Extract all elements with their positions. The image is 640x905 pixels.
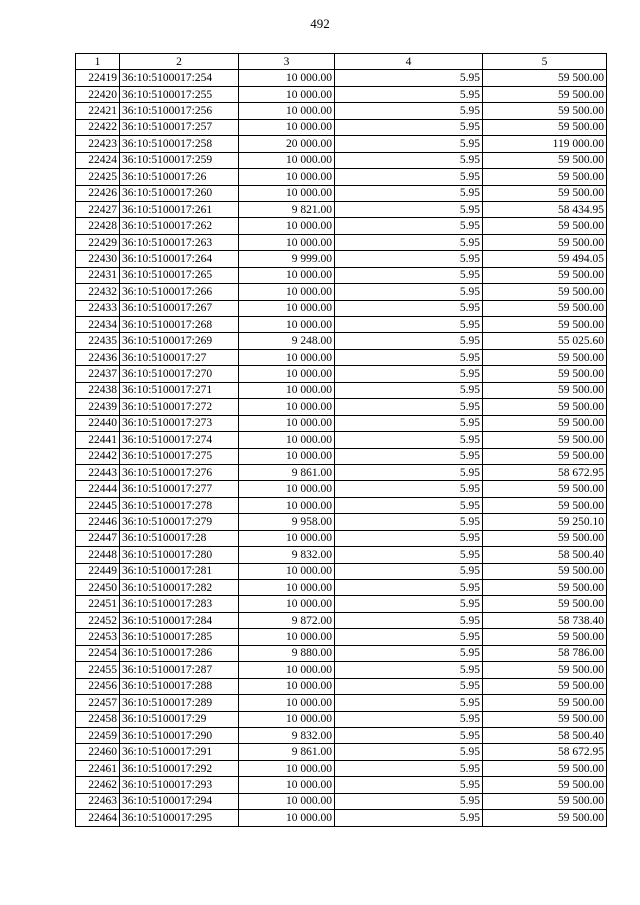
- amount-cell: 59 500.00: [483, 300, 607, 316]
- area-cell: 10 000.00: [239, 70, 335, 86]
- table-row: [76, 119, 607, 135]
- table-row: [76, 514, 607, 530]
- cadastral-number-cell: 36:10:5100017:260: [120, 185, 239, 201]
- row-number-cell: 22464: [76, 810, 120, 826]
- rate-cell: 5.95: [335, 251, 483, 267]
- table-row: [76, 777, 607, 793]
- row-number-cell: 22429: [76, 234, 120, 250]
- cadastral-number-cell: 36:10:5100017:293: [120, 777, 239, 793]
- cadastral-number-cell: 36:10:5100017:264: [120, 251, 239, 267]
- area-cell: 10 000.00: [239, 349, 335, 365]
- land-plots-table: [75, 53, 607, 827]
- cadastral-number-cell: 36:10:5100017:29: [120, 711, 239, 727]
- table-row: [76, 645, 607, 661]
- area-cell: 10 000.00: [239, 695, 335, 711]
- table-row: [76, 497, 607, 513]
- table-row: [76, 349, 607, 365]
- row-number-cell: 22452: [76, 612, 120, 628]
- amount-cell: 59 500.00: [483, 86, 607, 102]
- header-row: [76, 54, 607, 70]
- table-row: [76, 727, 607, 743]
- cadastral-number-cell: 36:10:5100017:258: [120, 136, 239, 152]
- table-row: [76, 744, 607, 760]
- amount-cell: 59 500.00: [483, 152, 607, 168]
- row-number-cell: 22433: [76, 300, 120, 316]
- area-cell: 10 000.00: [239, 86, 335, 102]
- table-row: [76, 580, 607, 596]
- row-number-cell: 22448: [76, 547, 120, 563]
- table-row: [76, 86, 607, 102]
- area-cell: 10 000.00: [239, 580, 335, 596]
- amount-cell: 59 500.00: [483, 399, 607, 415]
- amount-cell: 59 500.00: [483, 580, 607, 596]
- table-row: [76, 366, 607, 382]
- amount-cell: 59 500.00: [483, 530, 607, 546]
- table-row: [76, 201, 607, 217]
- rate-cell: 5.95: [335, 711, 483, 727]
- area-cell: 9 958.00: [239, 514, 335, 530]
- area-cell: 9 999.00: [239, 251, 335, 267]
- amount-cell: 58 786.00: [483, 645, 607, 661]
- area-cell: 10 000.00: [239, 317, 335, 333]
- cadastral-number-cell: 36:10:5100017:286: [120, 645, 239, 661]
- amount-cell: 58 738.40: [483, 612, 607, 628]
- table-row: [76, 103, 607, 119]
- rate-cell: 5.95: [335, 678, 483, 694]
- area-cell: 9 880.00: [239, 645, 335, 661]
- rate-cell: 5.95: [335, 366, 483, 382]
- cadastral-number-cell: 36:10:5100017:256: [120, 103, 239, 119]
- table-row: [76, 695, 607, 711]
- cadastral-number-cell: 36:10:5100017:280: [120, 547, 239, 563]
- amount-cell: 59 500.00: [483, 317, 607, 333]
- table-row: [76, 152, 607, 168]
- cadastral-number-cell: 36:10:5100017:257: [120, 119, 239, 135]
- rate-cell: 5.95: [335, 86, 483, 102]
- row-number-cell: 22459: [76, 727, 120, 743]
- area-cell: 9 872.00: [239, 612, 335, 628]
- area-cell: 9 832.00: [239, 547, 335, 563]
- column-header-4: 4: [335, 54, 483, 70]
- rate-cell: 5.95: [335, 201, 483, 217]
- table-row: [76, 760, 607, 776]
- cadastral-number-cell: 36:10:5100017:270: [120, 366, 239, 382]
- cadastral-number-cell: 36:10:5100017:292: [120, 760, 239, 776]
- cadastral-number-cell: 36:10:5100017:281: [120, 563, 239, 579]
- row-number-cell: 22431: [76, 267, 120, 283]
- table-row: [76, 810, 607, 826]
- row-number-cell: 22436: [76, 349, 120, 365]
- amount-cell: 59 500.00: [483, 662, 607, 678]
- cadastral-number-cell: 36:10:5100017:265: [120, 267, 239, 283]
- amount-cell: 55 025.60: [483, 333, 607, 349]
- row-number-cell: 22458: [76, 711, 120, 727]
- table-header: [76, 54, 607, 70]
- table-row: [76, 711, 607, 727]
- rate-cell: 5.95: [335, 777, 483, 793]
- rate-cell: 5.95: [335, 547, 483, 563]
- area-cell: 10 000.00: [239, 185, 335, 201]
- table-body: [76, 70, 607, 826]
- cadastral-number-cell: 36:10:5100017:289: [120, 695, 239, 711]
- amount-cell: 59 500.00: [483, 481, 607, 497]
- area-cell: 10 000.00: [239, 366, 335, 382]
- row-number-cell: 22440: [76, 415, 120, 431]
- rate-cell: 5.95: [335, 810, 483, 826]
- row-number-cell: 22428: [76, 218, 120, 234]
- table-row: [76, 432, 607, 448]
- amount-cell: 59 500.00: [483, 185, 607, 201]
- amount-cell: 59 250.10: [483, 514, 607, 530]
- row-number-cell: 22424: [76, 152, 120, 168]
- rate-cell: 5.95: [335, 218, 483, 234]
- row-number-cell: 22444: [76, 481, 120, 497]
- table-row: [76, 563, 607, 579]
- area-cell: 10 000.00: [239, 596, 335, 612]
- amount-cell: 59 500.00: [483, 793, 607, 809]
- rate-cell: 5.95: [335, 399, 483, 415]
- area-cell: 10 000.00: [239, 481, 335, 497]
- cadastral-number-cell: 36:10:5100017:278: [120, 497, 239, 513]
- cadastral-number-cell: 36:10:5100017:274: [120, 432, 239, 448]
- cadastral-number-cell: 36:10:5100017:263: [120, 234, 239, 250]
- rate-cell: 5.95: [335, 464, 483, 480]
- amount-cell: 59 500.00: [483, 678, 607, 694]
- cadastral-number-cell: 36:10:5100017:279: [120, 514, 239, 530]
- rate-cell: 5.95: [335, 662, 483, 678]
- area-cell: 9 861.00: [239, 464, 335, 480]
- cadastral-number-cell: 36:10:5100017:27: [120, 349, 239, 365]
- area-cell: 10 000.00: [239, 103, 335, 119]
- area-cell: 10 000.00: [239, 415, 335, 431]
- rate-cell: 5.95: [335, 267, 483, 283]
- table-row: [76, 382, 607, 398]
- amount-cell: 58 500.40: [483, 547, 607, 563]
- amount-cell: 59 500.00: [483, 366, 607, 382]
- cadastral-number-cell: 36:10:5100017:28: [120, 530, 239, 546]
- rate-cell: 5.95: [335, 432, 483, 448]
- amount-cell: 59 500.00: [483, 382, 607, 398]
- amount-cell: 58 434.95: [483, 201, 607, 217]
- row-number-cell: 22456: [76, 678, 120, 694]
- cadastral-number-cell: 36:10:5100017:255: [120, 86, 239, 102]
- page-number: 492: [310, 16, 330, 31]
- amount-cell: 59 500.00: [483, 432, 607, 448]
- amount-cell: 59 494.05: [483, 251, 607, 267]
- table-row: [76, 448, 607, 464]
- amount-cell: 59 500.00: [483, 349, 607, 365]
- cadastral-number-cell: 36:10:5100017:290: [120, 727, 239, 743]
- table-row: [76, 678, 607, 694]
- area-cell: 10 000.00: [239, 300, 335, 316]
- area-cell: 10 000.00: [239, 284, 335, 300]
- table-row: [76, 415, 607, 431]
- row-number-cell: 22453: [76, 629, 120, 645]
- area-cell: 9 821.00: [239, 201, 335, 217]
- rate-cell: 5.95: [335, 103, 483, 119]
- rate-cell: 5.95: [335, 563, 483, 579]
- amount-cell: 59 500.00: [483, 119, 607, 135]
- rate-cell: 5.95: [335, 514, 483, 530]
- area-cell: 10 000.00: [239, 711, 335, 727]
- area-cell: 9 832.00: [239, 727, 335, 743]
- row-number-cell: 22463: [76, 793, 120, 809]
- area-cell: 20 000.00: [239, 136, 335, 152]
- cadastral-number-cell: 36:10:5100017:254: [120, 70, 239, 86]
- cadastral-number-cell: 36:10:5100017:26: [120, 169, 239, 185]
- row-number-cell: 22449: [76, 563, 120, 579]
- rate-cell: 5.95: [335, 415, 483, 431]
- row-number-cell: 22461: [76, 760, 120, 776]
- area-cell: 10 000.00: [239, 760, 335, 776]
- cadastral-number-cell: 36:10:5100017:266: [120, 284, 239, 300]
- amount-cell: 59 500.00: [483, 218, 607, 234]
- rate-cell: 5.95: [335, 300, 483, 316]
- row-number-cell: 22421: [76, 103, 120, 119]
- cadastral-number-cell: 36:10:5100017:283: [120, 596, 239, 612]
- rate-cell: 5.95: [335, 70, 483, 86]
- table-row: [76, 793, 607, 809]
- amount-cell: 58 672.95: [483, 744, 607, 760]
- row-number-cell: 22462: [76, 777, 120, 793]
- row-number-cell: 22437: [76, 366, 120, 382]
- cadastral-number-cell: 36:10:5100017:277: [120, 481, 239, 497]
- cadastral-number-cell: 36:10:5100017:261: [120, 201, 239, 217]
- cadastral-number-cell: 36:10:5100017:282: [120, 580, 239, 596]
- row-number-cell: 22438: [76, 382, 120, 398]
- rate-cell: 5.95: [335, 317, 483, 333]
- rate-cell: 5.95: [335, 727, 483, 743]
- table-row: [76, 169, 607, 185]
- amount-cell: 59 500.00: [483, 267, 607, 283]
- area-cell: 10 000.00: [239, 432, 335, 448]
- cadastral-number-cell: 36:10:5100017:262: [120, 218, 239, 234]
- rate-cell: 5.95: [335, 695, 483, 711]
- row-number-cell: 22451: [76, 596, 120, 612]
- area-cell: 10 000.00: [239, 448, 335, 464]
- area-cell: 10 000.00: [239, 497, 335, 513]
- rate-cell: 5.95: [335, 580, 483, 596]
- column-header-5: 5: [483, 54, 607, 70]
- area-cell: 10 000.00: [239, 399, 335, 415]
- amount-cell: 59 500.00: [483, 169, 607, 185]
- cadastral-number-cell: 36:10:5100017:276: [120, 464, 239, 480]
- table-row: [76, 481, 607, 497]
- area-cell: 10 000.00: [239, 218, 335, 234]
- cadastral-number-cell: 36:10:5100017:273: [120, 415, 239, 431]
- rate-cell: 5.95: [335, 596, 483, 612]
- rate-cell: 5.95: [335, 760, 483, 776]
- column-header-1: 1: [76, 54, 120, 70]
- table-row: [76, 629, 607, 645]
- rate-cell: 5.95: [335, 645, 483, 661]
- amount-cell: 59 500.00: [483, 596, 607, 612]
- rate-cell: 5.95: [335, 333, 483, 349]
- amount-cell: 58 500.40: [483, 727, 607, 743]
- amount-cell: 59 500.00: [483, 448, 607, 464]
- rate-cell: 5.95: [335, 234, 483, 250]
- cadastral-number-cell: 36:10:5100017:291: [120, 744, 239, 760]
- cadastral-number-cell: 36:10:5100017:285: [120, 629, 239, 645]
- area-cell: 10 000.00: [239, 662, 335, 678]
- rate-cell: 5.95: [335, 169, 483, 185]
- rate-cell: 5.95: [335, 744, 483, 760]
- area-cell: 10 000.00: [239, 169, 335, 185]
- cadastral-number-cell: 36:10:5100017:267: [120, 300, 239, 316]
- rate-cell: 5.95: [335, 530, 483, 546]
- cadastral-number-cell: 36:10:5100017:284: [120, 612, 239, 628]
- rate-cell: 5.95: [335, 136, 483, 152]
- column-header-3: 3: [239, 54, 335, 70]
- row-number-cell: 22439: [76, 399, 120, 415]
- area-cell: 10 000.00: [239, 530, 335, 546]
- area-cell: 10 000.00: [239, 793, 335, 809]
- row-number-cell: 22419: [76, 70, 120, 86]
- row-number-cell: 22446: [76, 514, 120, 530]
- amount-cell: 119 000.00: [483, 136, 607, 152]
- row-number-cell: 22447: [76, 530, 120, 546]
- table-row: [76, 399, 607, 415]
- amount-cell: 59 500.00: [483, 629, 607, 645]
- rate-cell: 5.95: [335, 382, 483, 398]
- table-row: [76, 70, 607, 86]
- row-number-cell: 22434: [76, 317, 120, 333]
- amount-cell: 58 672.95: [483, 464, 607, 480]
- rate-cell: 5.95: [335, 497, 483, 513]
- table-row: [76, 547, 607, 563]
- table-row: [76, 136, 607, 152]
- column-header-2: 2: [120, 54, 239, 70]
- table-row: [76, 333, 607, 349]
- amount-cell: 59 500.00: [483, 234, 607, 250]
- rate-cell: 5.95: [335, 152, 483, 168]
- table-row: [76, 530, 607, 546]
- cadastral-number-cell: 36:10:5100017:269: [120, 333, 239, 349]
- area-cell: 9 861.00: [239, 744, 335, 760]
- amount-cell: 59 500.00: [483, 760, 607, 776]
- row-number-cell: 22441: [76, 432, 120, 448]
- row-number-cell: 22443: [76, 464, 120, 480]
- cadastral-number-cell: 36:10:5100017:268: [120, 317, 239, 333]
- row-number-cell: 22460: [76, 744, 120, 760]
- area-cell: 10 000.00: [239, 563, 335, 579]
- row-number-cell: 22454: [76, 645, 120, 661]
- rate-cell: 5.95: [335, 448, 483, 464]
- row-number-cell: 22445: [76, 497, 120, 513]
- rate-cell: 5.95: [335, 629, 483, 645]
- area-cell: 10 000.00: [239, 152, 335, 168]
- row-number-cell: 22420: [76, 86, 120, 102]
- area-cell: 10 000.00: [239, 234, 335, 250]
- row-number-cell: 22435: [76, 333, 120, 349]
- rate-cell: 5.95: [335, 612, 483, 628]
- amount-cell: 59 500.00: [483, 415, 607, 431]
- area-cell: 10 000.00: [239, 267, 335, 283]
- table-row: [76, 251, 607, 267]
- table-row: [76, 267, 607, 283]
- rate-cell: 5.95: [335, 119, 483, 135]
- cadastral-number-cell: 36:10:5100017:271: [120, 382, 239, 398]
- row-number-cell: 22427: [76, 201, 120, 217]
- cadastral-number-cell: 36:10:5100017:272: [120, 399, 239, 415]
- table-row: [76, 317, 607, 333]
- row-number-cell: 22422: [76, 119, 120, 135]
- amount-cell: 59 500.00: [483, 70, 607, 86]
- rate-cell: 5.95: [335, 284, 483, 300]
- cadastral-number-cell: 36:10:5100017:259: [120, 152, 239, 168]
- table-row: [76, 612, 607, 628]
- row-number-cell: 22432: [76, 284, 120, 300]
- table-row: [76, 464, 607, 480]
- row-number-cell: 22442: [76, 448, 120, 464]
- table-row: [76, 300, 607, 316]
- rate-cell: 5.95: [335, 793, 483, 809]
- rate-cell: 5.95: [335, 185, 483, 201]
- amount-cell: 59 500.00: [483, 695, 607, 711]
- amount-cell: 59 500.00: [483, 563, 607, 579]
- cadastral-number-cell: 36:10:5100017:288: [120, 678, 239, 694]
- area-cell: 10 000.00: [239, 678, 335, 694]
- rate-cell: 5.95: [335, 481, 483, 497]
- row-number-cell: 22425: [76, 169, 120, 185]
- table-row: [76, 218, 607, 234]
- amount-cell: 59 500.00: [483, 711, 607, 727]
- amount-cell: 59 500.00: [483, 777, 607, 793]
- area-cell: 10 000.00: [239, 629, 335, 645]
- area-cell: 10 000.00: [239, 777, 335, 793]
- area-cell: 10 000.00: [239, 119, 335, 135]
- table-row: [76, 185, 607, 201]
- row-number-cell: 22426: [76, 185, 120, 201]
- table-row: [76, 234, 607, 250]
- row-number-cell: 22457: [76, 695, 120, 711]
- table-row: [76, 662, 607, 678]
- row-number-cell: 22455: [76, 662, 120, 678]
- table-row: [76, 284, 607, 300]
- row-number-cell: 22423: [76, 136, 120, 152]
- table-row: [76, 596, 607, 612]
- cadastral-number-cell: 36:10:5100017:275: [120, 448, 239, 464]
- cadastral-number-cell: 36:10:5100017:295: [120, 810, 239, 826]
- rate-cell: 5.95: [335, 349, 483, 365]
- row-number-cell: 22450: [76, 580, 120, 596]
- cadastral-number-cell: 36:10:5100017:287: [120, 662, 239, 678]
- amount-cell: 59 500.00: [483, 810, 607, 826]
- area-cell: 10 000.00: [239, 382, 335, 398]
- area-cell: 9 248.00: [239, 333, 335, 349]
- amount-cell: 59 500.00: [483, 284, 607, 300]
- amount-cell: 59 500.00: [483, 103, 607, 119]
- cadastral-number-cell: 36:10:5100017:294: [120, 793, 239, 809]
- row-number-cell: 22430: [76, 251, 120, 267]
- area-cell: 10 000.00: [239, 810, 335, 826]
- amount-cell: 59 500.00: [483, 497, 607, 513]
